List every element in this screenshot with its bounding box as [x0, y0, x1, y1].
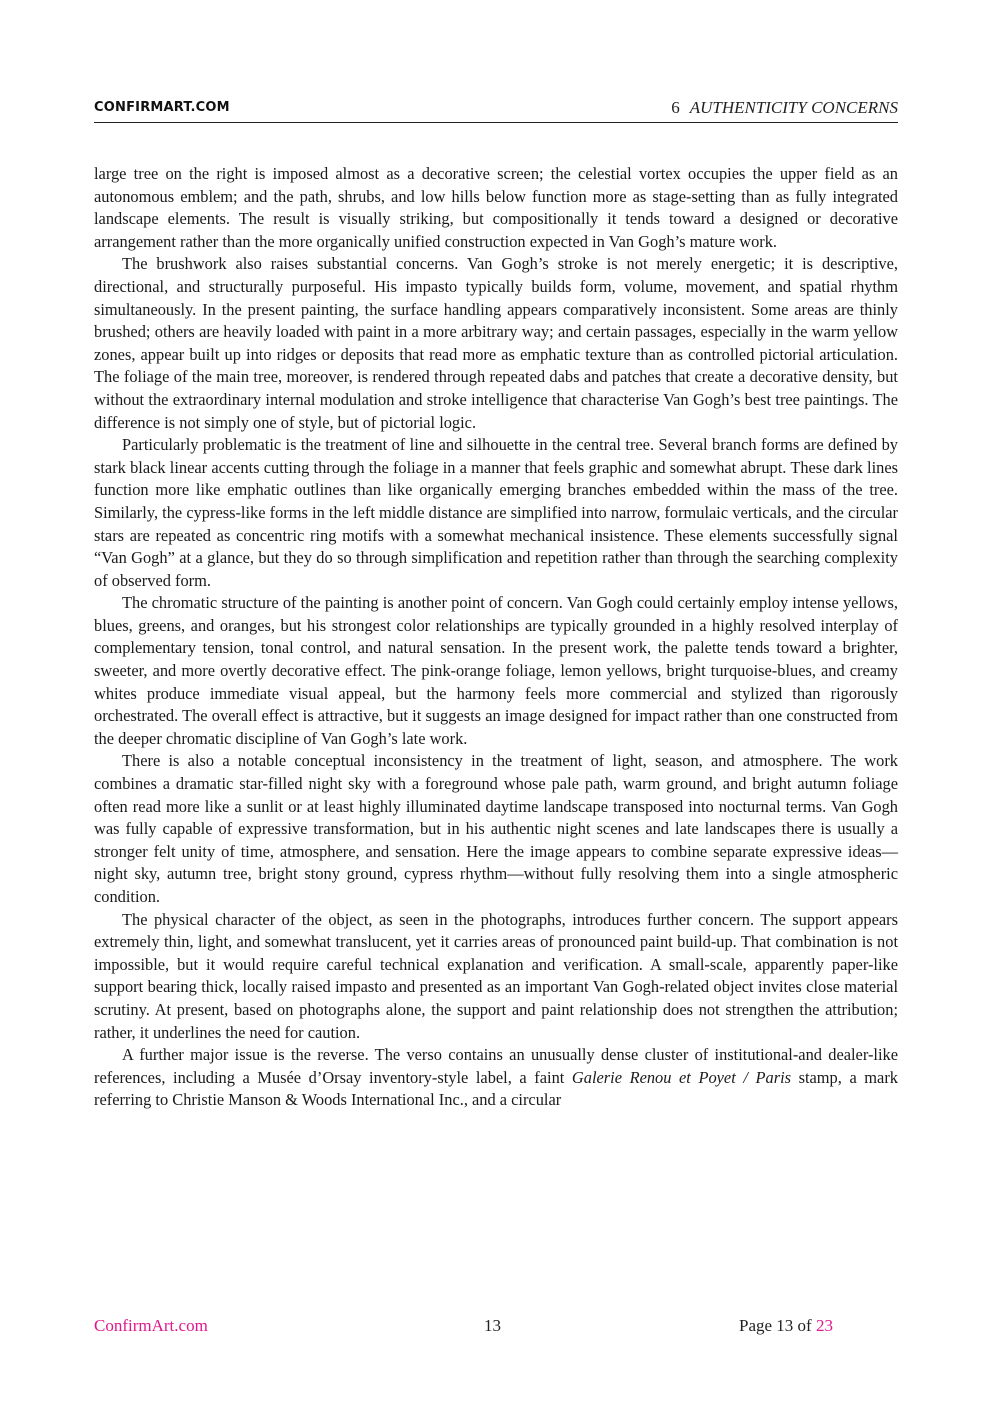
footer-page-number: 13: [484, 1316, 501, 1335]
page-footer: [94, 1316, 898, 1338]
paragraph: The chromatic structure of the painting is another point of concern. Van Gogh could certainly employ intense yellows, blues, greens, and oranges, but his strongest color relationships are typically grounded in a highly resolved interplay of complementary tension, tonal control, and natural sensation. In the present work, the palette tends toward a brighter, sweeter, and more overtly decorative effect. The pink-orange foliage, lemon yellows, bright turquoise-blues, and creamy whites produce immediate visual appeal, but the harmony feels more commercial and stylized than rigorously orchestrated. The overall effect is attractive, but it suggests an image designed for impact rather than one constructed from the deeper chromatic discipline of Van Gogh’s late work.: [94, 593, 898, 748]
footer-site-link[interactable]: ConfirmArt.com: [94, 1316, 208, 1335]
paragraph: Particularly problematic is the treatment of line and silhouette in the central tree. Several branch forms are defined by stark black linear accents cutting through the foliage in a manner that feels graphic and somewhat abrupt. These dark lines function more like emphatic outlines than like organically emerging branches embedded within the mass of the tree. Similarly, the cypress-like forms in the left middle distance are simplified into narrow, formulaic verticals, and the circular stars are repeated as concentric ring motifs with a somewhat mechanical insistence. These elements successfully signal “Van Gogh” at a glance, but they do so through simplification and repetition rather than through the searching complexity of observed form.: [94, 435, 898, 590]
page-total-link[interactable]: 23: [815, 1316, 833, 1335]
site-logo[interactable]: CONFIRMART.COM: [94, 100, 230, 115]
paragraph: There is also a notable conceptual inconsistency in the treatment of light, season, and atmosphere. The work combines a dramatic star-filled night sky with a foreground whose pale path, warm ground, and bright autumn foliage often read more like a sunlit or at least highly illuminated daytime landscape transposed into nocturnal terms. Van Gogh was fully capable of expressive transformation, but in his authentic night scenes and late landscapes there is usually a stronger felt unity of time, atmosphere, and sensation. Here the image appears to combine separate expressive ideas—night sky, autumn tree, bright stony ground, cypress rhythm—without fully resolving them into a single atmospheric condition.: [94, 751, 898, 906]
footer-page-count: [739, 1316, 833, 1336]
paragraph: The physical character of the object, as seen in the photographs, introduces further concern. The support appears extremely thin, light, and somewhat translucent, yet it carries areas of pronounced paint build-up. That combination is not impossible, but it would require careful technical explanation and verification. A small-scale, apparently paper-like support bearing thick, locally raised impasto and presented as an important Van Gogh-related object invites close material scrutiny. At present, based on photographs alone, the support and paint relationship does not strengthen the attribution; rather, it underlines the need for caution.: [94, 909, 898, 1042]
paragraph: large tree on the right is imposed almost as a decorative screen; the celestial vortex occupies the upper field as an autonomous emblem; and the path, shrubs, and low hills below function more as stage-setting than as fully integrated landscape elements. The result is visually striking, but compositionally it tends toward a designed or decorative arrangement rather than the more organically unified construction expected in Van Gogh’s mature work.: [94, 164, 898, 251]
paragraph-last: [94, 1044, 898, 1112]
running-section-title: [671, 98, 898, 118]
paragraph-text: stamp, a mark referring to Christie Manson & Woods International Inc., and a circular: [94, 1067, 898, 1110]
body-text: [94, 163, 898, 1112]
paragraph: The brushwork also raises substantial concerns. Van Gogh’s stroke is not merely energetic; it is descriptive, directional, and structurally purposeful. His impasto typically builds form, volume, movement, and spatial rhythm simultaneously. In the present painting, the surface handling appears comparatively inconsistent. Some areas are thinly brushed; others are heavily loaded with paint in a more arbitrary way; and certain passages, especially in the warm yellow zones, appear built up into ridges or deposits that read more as emphatic texture than as controlled pictorial articulation. The foliage of the main tree, moreover, is rendered through repeated dabs and patches that create a decorative density, but without the extraordinary internal modulation and stroke intelligence that characterise Van Gogh’s best tree paintings. The difference is not simply one of style, but of pictorial logic.: [94, 254, 898, 432]
page-header: [94, 98, 898, 123]
gallery-stamp-name: Galerie Renou et Poyet / Paris: [571, 1067, 792, 1087]
section-number: 6: [671, 98, 680, 117]
page-prefix: Page 13 of: [739, 1316, 816, 1335]
section-title: AUTHENTICITY CONCERNS: [689, 98, 898, 117]
paragraph-text: A further major issue is the reverse. The verso contains an unusually dense cluster of institutional-and dealer-like references, including a Musée d’Orsay inventory-style label, a faint: [94, 1045, 898, 1087]
